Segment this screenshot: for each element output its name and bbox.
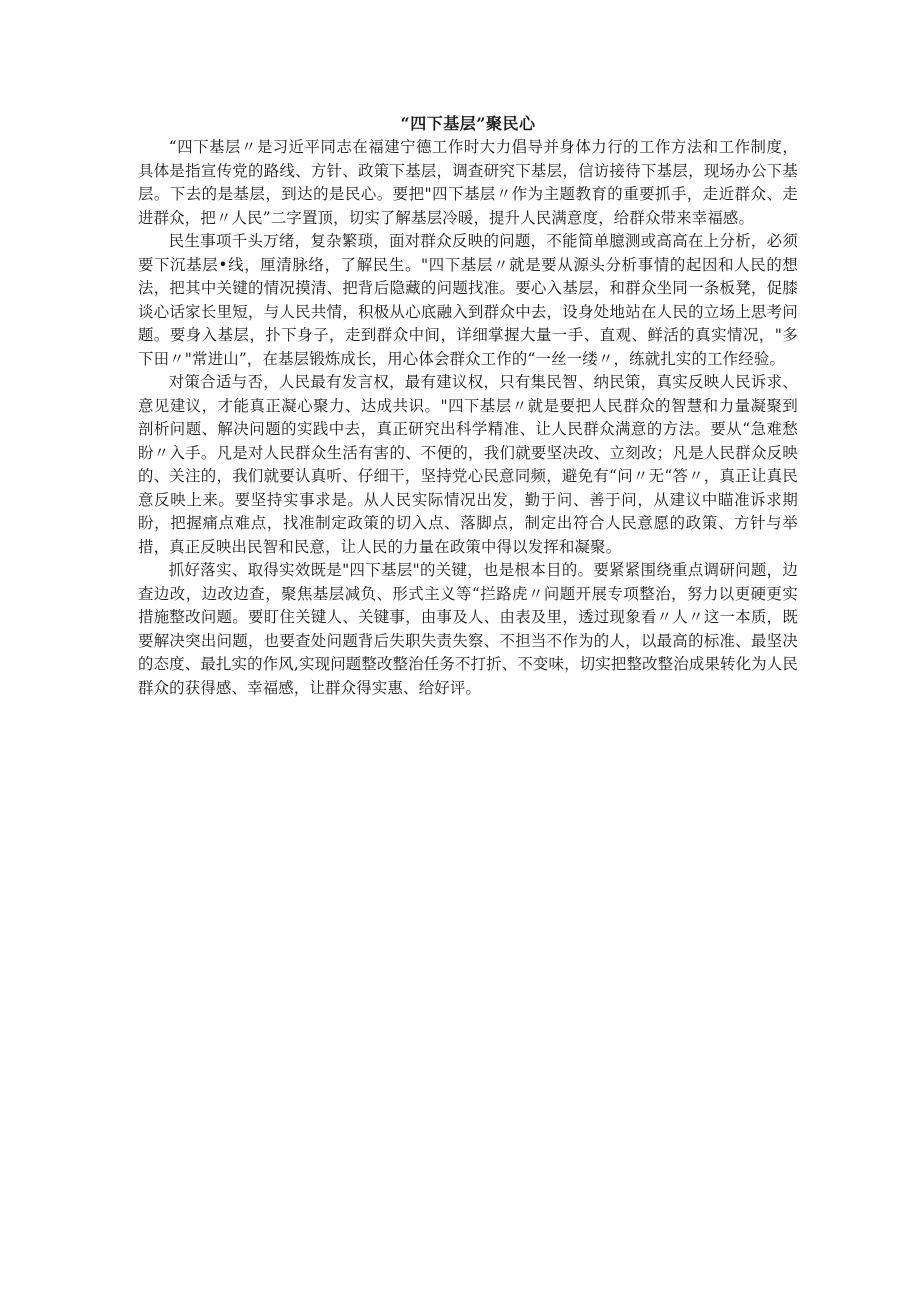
paragraph-4: 抓好落实、取得实效既是"四下基层"的关键，也是根本目的。要紧紧围绕重点调研问题，边查边改，边改边查，聚焦基层减负、形式主义等“拦路虎〃问题开展专项整治，努力以更硬更实措施整改问题。要盯住关键人、关键事，由事及人、由表及里，透过现象看〃人〃这一本质，既要解决突出问题，也要查处问题背后失职失责失察、不担当不作为的人，以最高的标准、最坚决的态度、最扎实的作风,实现问题整改整治任务不打折、不变味，切实把整改整治成果转化为人民群众的获得感、幸福感，让群众得实惠、给好评。: [138, 561, 798, 697]
document-page: [138, 112, 798, 700]
paragraph-1: “四下基层〃是习近平同志在福建宁德工作时大力倡导并身体力行的工作方法和工作制度，具体是指宣传党的路线、方针、政策下基层，调查研究下基层，信访接待下基层，现场办公下基层。下去的是基层，到达的是民心。要把"四下基层〃作为主题教育的重要抓手，走近群众、走进群众，把〃人民”二字置顶，切实了解基层冷暖，提升人民满意度，给群众带来幸福感。: [138, 138, 798, 227]
paragraph-2: 民生事项千头万绪，复杂繁琐，面对群众反映的问题，不能简单臆测或高高在上分析，必须要下沉基层•线，厘清脉络，了解民生。"四下基层〃就是要从源头分析事情的起因和人民的想法，把其中关键的情况摸清、把背后隐藏的问题找准。要心入基层，和群众坐同一条板凳，促膝谈心话家长里短，与人民共情，积极从心底融入到群众中去，设身处地站在人民的立场上思考问题。要身入基层，扑下身子，走到群众中间，详细掌握大量一手、直观、鲜活的真实情况，"多下田〃"常进山”，在基层锻炼成长，用心体会群众工作的“一丝一缕〃，练就扎实的工作经验。: [138, 232, 798, 368]
paragraph-3: 对策合适与否，人民最有发言权，最有建议权，只有集民智、纳民策，真实反映人民诉求、意见建议，才能真正凝心聚力、达成共识。"四下基层〃就是要把人民群众的智慧和力量凝聚到剖析问题、解决问题的实践中去，真正研究出科学精准、让人民群众满意的方法。要从“急难愁盼〃入手。凡是对人民群众生活有害的、不便的，我们就要坚决改、立刻改；凡是人民群众反映的、关注的，我们就要认真听、仔细干，坚持党心民意同频，避免有“问〃无“答〃，真正让真民意反映上来。要坚持实事求是。从人民实际情况出发，勤于问、善于问，从建议中瞄准诉求期盼，把握痛点难点，找准制定政策的切入点、落脚点，制定出符合人民意愿的政策、方针与举措，真正反映出民智和民意，让人民的力量在政策中得以发挥和凝聚。: [138, 373, 798, 556]
document-title: “四下基层”聚民心: [400, 114, 536, 133]
